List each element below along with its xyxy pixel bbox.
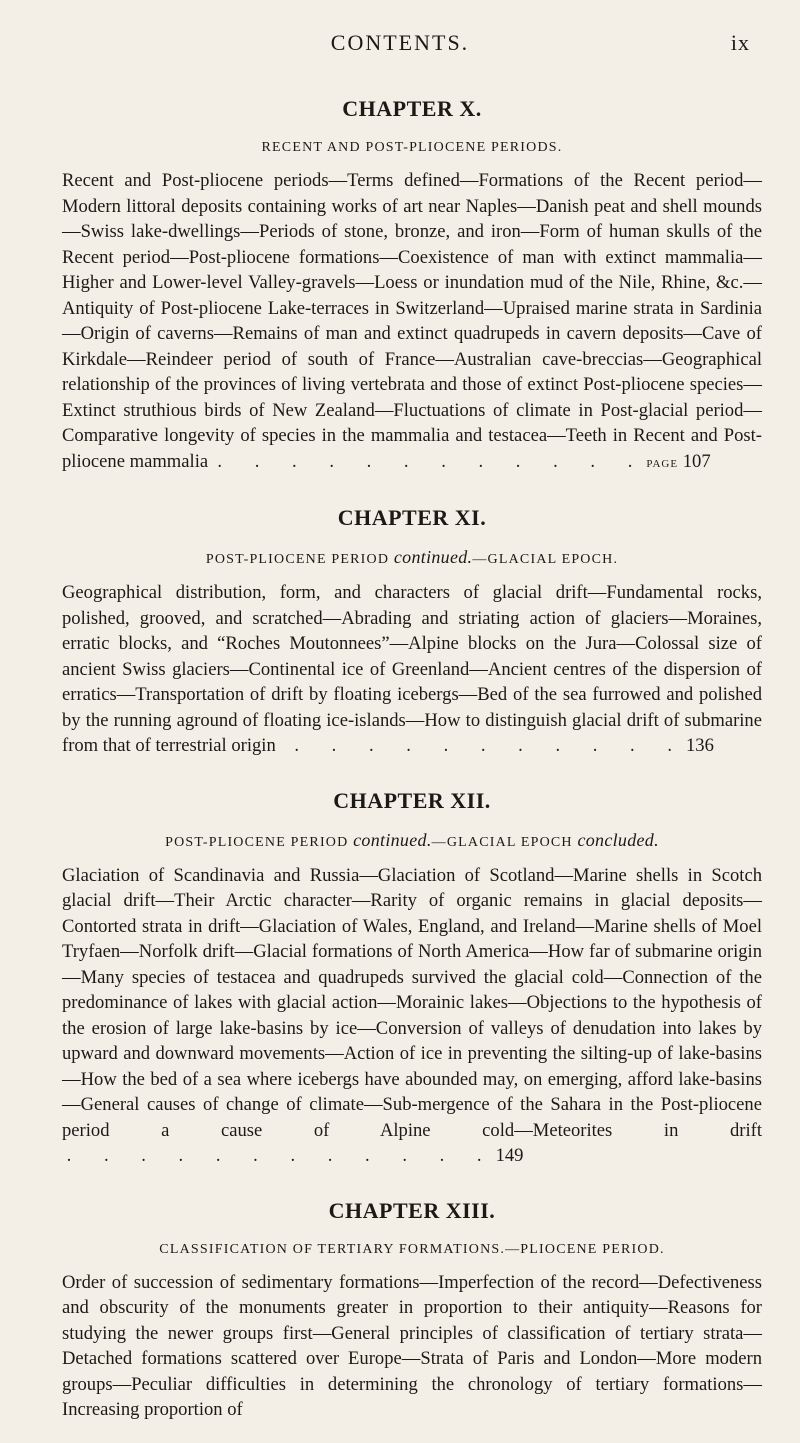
- contents-column: [62, 95, 762, 1423]
- dot-leader: . . . . . . . . . . . .: [66, 1145, 496, 1166]
- subtitle-italic: continued.: [353, 829, 432, 850]
- page-number: 149: [495, 1145, 524, 1166]
- chapter-subtitle: RECENT AND POST-PLIOCENE PERIODS.: [261, 140, 563, 155]
- subtitle-italic: continued.: [393, 547, 473, 567]
- chapter-subtitle: [62, 829, 762, 854]
- subtitle-italic: concluded.: [577, 829, 659, 850]
- page-number: 107: [682, 450, 711, 472]
- chapter-summary: [62, 168, 762, 476]
- chapter-xi-entry: [62, 504, 762, 759]
- page-number: 136: [686, 735, 714, 756]
- subtitle-part: POST-PLIOCENE PERIOD: [205, 552, 394, 567]
- chapter-title: CHAPTER XIII.: [328, 1197, 496, 1223]
- subtitle-part: POST-PLIOCENE PERIOD: [165, 834, 354, 850]
- chapter-title: CHAPTER X.: [342, 96, 482, 121]
- page-folio: ix: [730, 30, 750, 55]
- dot-leader: . . . . . . . . . . . .: [217, 450, 647, 472]
- page-label: page: [646, 454, 679, 471]
- chapter-summary: [62, 863, 762, 1169]
- running-head: [0, 22, 800, 62]
- page-reference: [213, 451, 711, 472]
- dot-leader: . . . . . . . . . . .: [294, 735, 686, 756]
- chapter-xii-entry: [62, 787, 762, 1169]
- running-head-title: CONTENTS.: [330, 30, 470, 55]
- page-reference: [62, 1145, 523, 1166]
- page-reference: [280, 735, 713, 756]
- chapter-subtitle: CLASSIFICATION OF TERTIARY FORMATIONS.—PLIOCENE PERIOD.: [159, 1241, 665, 1257]
- summary-text: Order of succession of sedimentary formations—Imperfection of the record—Defectiveness and obscurity of the monuments greater in proportion to their antiquity—Reasons for studying the newer groups first—General principles of classification of tertiary strata—Detached formations scattered over Europe—Strata of Paris and London—More modern groups—Peculiar difficulties in determining the chronology of tertiary formations—Increasing proportion of: [62, 1271, 762, 1420]
- chapter-title: CHAPTER XI.: [337, 505, 487, 530]
- chapter-subtitle: [62, 546, 762, 571]
- chapter-summary: [62, 580, 762, 759]
- chapter-x-entry: [62, 95, 762, 476]
- subtitle-part: —GLACIAL EPOCH: [431, 834, 578, 850]
- chapter-title: CHAPTER XII.: [333, 787, 491, 813]
- chapter-summary: [62, 1270, 762, 1423]
- summary-text: Glaciation of Scandinavia and Russia—Glaciation of Scotland—Marine shells in Scotch glacial drift—Their Arctic character—Rarity of organic remains in glacial deposits—Contorted strata in drift—Glaciation of Wales, England, and Ireland—Marine shells of Moel Tryfaen—Norfolk drift—Glacial formations of North America—How far of submarine origin—Many species of testacea and quadrupeds survived the glacial cold—Connection of the predominance of lakes with glacial action—Morainic lakes—Objections to the hypothesis of the erosion of large lake-basins by ice—Conversion of valleys of denudation into lakes by upward and downward movements—Action of ice in preventing the silting-up of lake-basins—How the bed of a sea where icebergs have abounded may, on emerging, afford lake-basins—General causes of change of climate—Sub-mergence of the Sahara in the Post-pliocene period a cause of Alpine cold—Meteorites in drift: [62, 864, 762, 1141]
- summary-text: Recent and Post-pliocene periods—Terms defined—Formations of the Recent period—Modern littoral deposits containing works of art near Naples—Danish peat and shell mounds—Swiss lake-dwellings—Periods of stone, bronze, and iron—Form of human skulls of the Recent period—Post-pliocene formations—Coexistence of man with extinct mammalia—Higher and Lower-level Valley-gravels—Loess or inundation mud of the Nile, Rhine, &c.—Antiquity of Post-pliocene Lake-terraces in Switzerland—Upraised marine strata in Sardinia—Origin of caverns—Remains of man and extinct quadrupeds in cavern deposits—Cave of Kirkdale—Reindeer period of south of France—Australian cave-breccias—Geographical relationship of the provinces of living vertebrata and those of extinct Post-pliocene species—Extinct struthious birds of New Zealand—Fluctuations of climate in Post-glacial period—Comparative longevity of species in the mammalia and testacea—Teeth in Recent and Post-pliocene mammalia: [62, 170, 762, 472]
- subtitle-part: —GLACIAL EPOCH.: [472, 552, 619, 567]
- summary-text: Geographical distribution, form, and characters of glacial drift—Fundamental rocks, polished, grooved, and scratched—Abrading and striating action of glaciers—Moraines, erratic blocks, and “Roches Moutonnees”—Alpine blocks on the Jura—Colossal size of ancient Swiss glaciers—Continental ice of Greenland—Ancient centres of the dispersion of erratics—Transportation of drift by floating icebergs—Bed of the sea furrowed and polished by the running aground of floating ice-islands—How to distinguish glacial drift of submarine from that of terrestrial origin: [62, 582, 762, 756]
- chapter-xiii-entry: [62, 1197, 762, 1423]
